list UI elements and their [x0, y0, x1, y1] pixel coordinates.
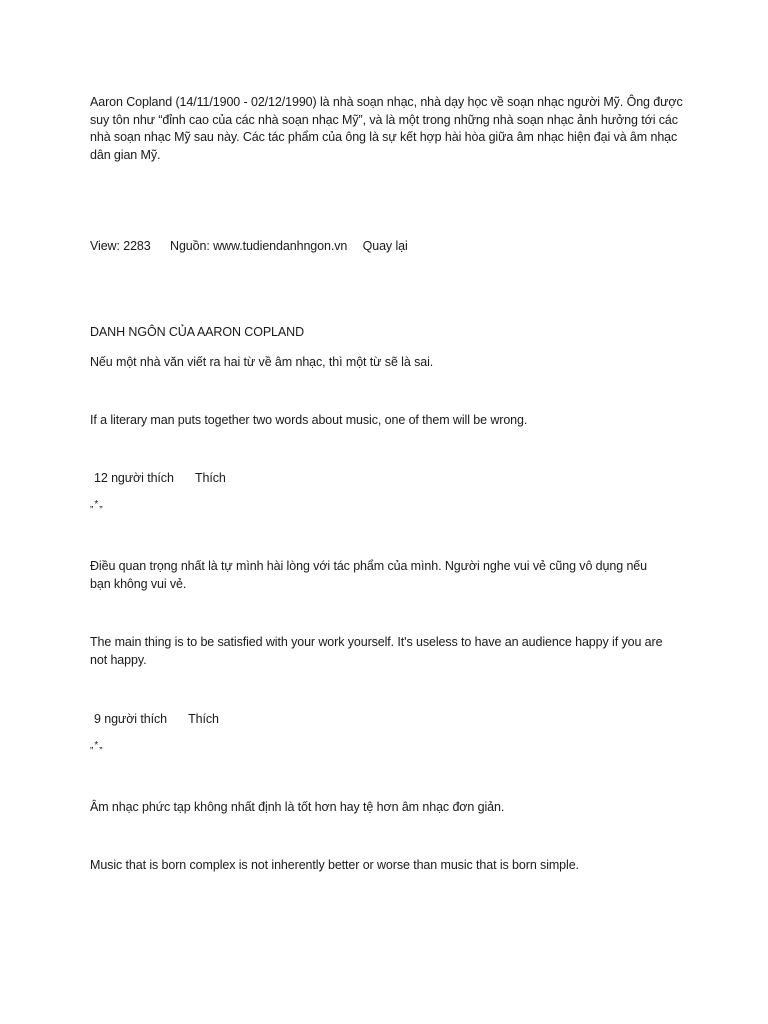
quote-1-likes-row: [94, 470, 694, 488]
quote-1-like-count: 12 người thích: [94, 471, 174, 485]
section-title: DANH NGÔN CỦA AARON COPLAND: [90, 325, 305, 339]
quote-3-english: Music that is born complex is not inherently better or worse than music that is born simple.: [90, 858, 579, 872]
quote-3-vietnamese: Âm nhạc phức tạp không nhất định là tốt hơn hay tệ hơn âm nhạc đơn giản.: [90, 800, 505, 814]
quote-2-likes-row: [94, 711, 694, 729]
intro-paragraph: Aaron Copland (14/11/1900 - 02/12/1990) là nhà soạn nhạc, nhà dạy học về soạn nhạc người Mỹ. Ông được suy tôn như “đỉnh cao của các nhà soạn nhạc Mỹ”, và là một trong những nhà soạn nhạc ảnh hưởng tới các nhà soạn nhạc Mỹ sau này. Các tác phẩm của ông là sự kết hợp hài hòa giữa âm nhạc hiện đại và âm nhạc dân gian Mỹ.: [90, 95, 683, 162]
quote-2-vietnamese: Điều quan trọng nhất là tự mình hài lòng với tác phẩm của mình. Người nghe vui vẻ cũng vô dụng nếu bạn không vui vẻ.: [90, 559, 648, 591]
quote-2-english: The main thing is to be satisfied with your work yourself. It's useless to have an audience happy if you are not happy.: [90, 635, 663, 667]
source-link[interactable]: www.tudiendanhngon.vn: [213, 239, 348, 253]
view-count: 2283: [123, 239, 151, 253]
source-label: Nguồn:: [170, 239, 210, 253]
meta-line: [90, 238, 690, 256]
quote-1-like-button[interactable]: Thích: [194, 471, 226, 485]
quote-2-separator: „*„: [90, 740, 104, 751]
quote-2-like-button[interactable]: Thích: [188, 712, 219, 726]
quote-1-vietnamese: Nếu một nhà văn viết ra hai từ về âm nhạc, thì một từ sẽ là sai.: [90, 355, 434, 369]
quote-2-like-count: 9 người thích: [94, 712, 167, 726]
back-link[interactable]: Quay lại: [362, 239, 408, 253]
quote-1-english: If a literary man puts together two words about music, one of them will be wrong.: [90, 413, 528, 427]
view-label: View:: [90, 239, 120, 253]
quote-1-separator: „*„: [90, 499, 104, 510]
